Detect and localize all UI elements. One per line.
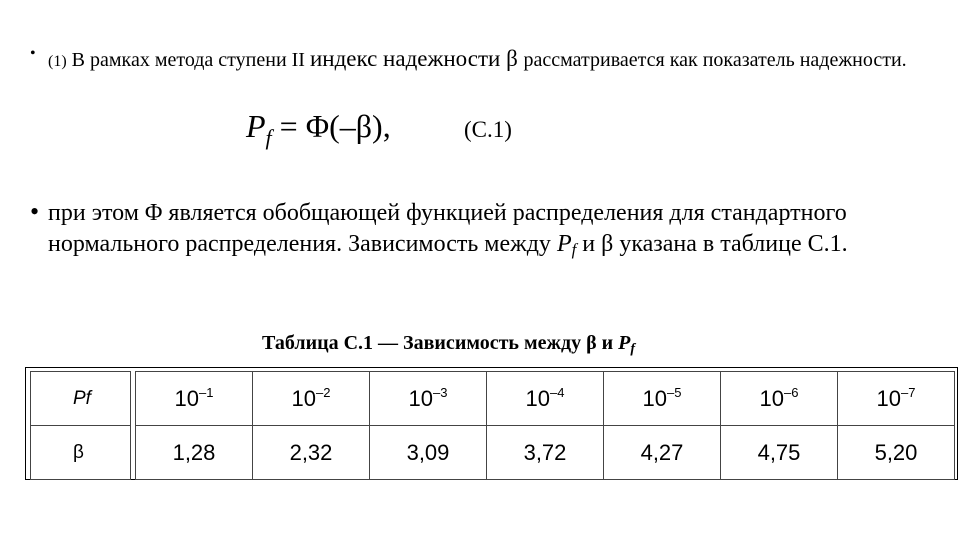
table-cell-pf (370, 372, 487, 426)
power-exponent: –6 (784, 385, 799, 400)
table-row-beta (31, 426, 955, 480)
power-exponent: –4 (550, 385, 565, 400)
table-cell-beta: 5,20 (838, 426, 955, 480)
power-exponent: –2 (316, 385, 331, 400)
power-exponent: –7 (901, 385, 916, 400)
paragraph-distribution-function (48, 198, 948, 265)
table-cell-beta: 4,75 (721, 426, 838, 480)
table-cell-pf (838, 372, 955, 426)
table-caption (262, 332, 635, 358)
caption-p: P (618, 332, 631, 354)
table-cell-beta: 3,72 (487, 426, 604, 480)
table-cell-pf (604, 372, 721, 426)
beta-symbol: β (500, 46, 524, 71)
power-base: 10 (174, 386, 199, 411)
table-cell-pf (136, 372, 253, 426)
paragraph-text-part: при этом Φ является обобщающей функцией распределения для стандартного нормального распределения. Зависимость между (48, 200, 847, 257)
item-number: (1) (48, 53, 67, 70)
power-base: 10 (291, 386, 316, 411)
table-cell-pf (487, 372, 604, 426)
row-header-beta: β (31, 426, 131, 480)
power-base: 10 (525, 386, 550, 411)
power-base: 10 (876, 386, 901, 411)
symbol-p: P (556, 231, 572, 257)
formula-subscript-f: f (265, 125, 272, 150)
formula-c1 (246, 108, 391, 150)
equation-number: (С.1) (464, 117, 512, 142)
table-frame (25, 367, 958, 480)
paragraph-text-part: индекс надежности (309, 46, 501, 71)
formula-body: = Φ(–β), (271, 108, 391, 144)
power-exponent: –5 (667, 385, 682, 400)
power-base: 10 (408, 386, 433, 411)
paragraph-reliability-index (48, 45, 928, 75)
bullet-marker: • (30, 197, 40, 226)
table-cell-beta: 2,32 (253, 426, 370, 480)
table-cell-beta: 4,27 (604, 426, 721, 480)
formula-p: P (246, 108, 266, 144)
table-row-pf (31, 372, 955, 426)
caption-subscript-f: f (630, 341, 636, 357)
paragraph-text-part: и β указана в таблице С.1. (576, 231, 848, 257)
paragraph-text-part: В рамках метода ступени II (66, 49, 310, 71)
paragraph-text-part: рассматривается как показатель надежности. (523, 49, 907, 71)
symbol-subscript-f: f (571, 240, 577, 260)
table-cell-pf (721, 372, 838, 426)
caption-text: Таблица С.1 — Зависимость между β и (262, 332, 619, 354)
bullet-marker: • (30, 45, 36, 62)
power-base: 10 (642, 386, 667, 411)
table-cell-beta: 3,09 (370, 426, 487, 480)
power-exponent: –1 (199, 385, 214, 400)
table-cell-pf (253, 372, 370, 426)
power-base: 10 (759, 386, 784, 411)
table-cell-beta: 1,28 (136, 426, 253, 480)
row-header-pf: Pf (31, 372, 131, 426)
beta-pf-table (30, 371, 955, 480)
power-exponent: –3 (433, 385, 448, 400)
